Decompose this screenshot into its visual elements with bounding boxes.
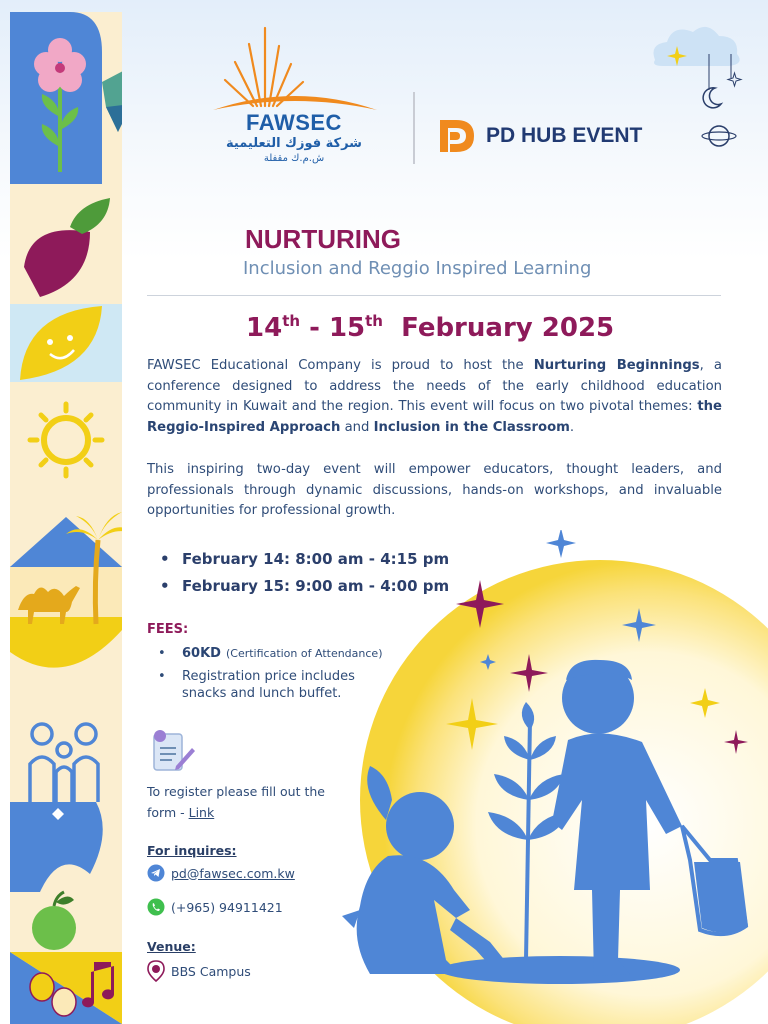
email-row bbox=[147, 864, 295, 882]
pd-hub-logo bbox=[436, 116, 642, 156]
planet-icon bbox=[709, 126, 729, 146]
telegram-icon bbox=[147, 864, 165, 882]
venue-row bbox=[147, 960, 251, 982]
phone-number: (+965) 94911421 bbox=[171, 899, 283, 915]
schedule-item-day1: • February 14: 8:00 am - 4:15 pm bbox=[160, 546, 449, 573]
title-divider bbox=[147, 295, 721, 296]
form-icon bbox=[146, 728, 196, 776]
fee-amount-note: (Certification of Attendance) bbox=[225, 647, 383, 660]
inquiries-label: For inquires: bbox=[147, 843, 237, 858]
event-subtitle: Inclusion and Reggio Inspired Learning bbox=[243, 258, 592, 279]
pd-hub-icon bbox=[436, 116, 478, 156]
children-planting-illustration bbox=[330, 530, 768, 1024]
venue-location: BBS Campus bbox=[171, 963, 251, 979]
fawsec-logo bbox=[205, 26, 395, 176]
decorative-side-strip bbox=[10, 12, 122, 1024]
pd-hub-label: PD HUB EVENT bbox=[486, 124, 643, 147]
phone-row bbox=[147, 898, 283, 916]
register-link[interactable]: Link bbox=[188, 805, 215, 820]
event-title: NURTURING bbox=[245, 224, 401, 254]
event-dates: 14th - 15th February 2025 bbox=[246, 312, 615, 343]
header-divider bbox=[413, 92, 415, 164]
register-instructions: To register please fill out the form - Link bbox=[147, 784, 325, 820]
venue-label: Venue: bbox=[147, 939, 196, 954]
fawsec-arabic-name: شركة فوزك التعليمية bbox=[226, 136, 362, 151]
location-pin-icon bbox=[147, 960, 165, 982]
fees-label: FEES: bbox=[147, 622, 189, 637]
schedule-item-day2: • February 15: 9:00 am - 4:00 pm bbox=[160, 573, 449, 600]
moon-icon bbox=[703, 88, 721, 108]
intro-paragraph: FAWSEC Educational Company is proud to host the Nurturing Beginnings, a conference designed to address the needs of the early childhood education community in Kuwait and the region. This event will focus on two pivotal themes: the Reggio-Inspired Approach and Inclusion in the Classroom. bbox=[147, 358, 722, 435]
fawsec-wordmark: FAWSEC bbox=[246, 110, 342, 135]
fawsec-arabic-tagline: ش.م.ك مقفلة bbox=[263, 153, 325, 164]
fee-note: • Registration price includes snacks and lunch buffet. bbox=[182, 669, 355, 701]
description-paragraph: This inspiring two-day event will empower educators, thought leaders, and professionals through dynamic discussions, hands-on workshops, and invaluable opportunities for professional growth. bbox=[147, 462, 722, 518]
email-link[interactable]: pd@fawsec.com.kw bbox=[171, 865, 295, 881]
whatsapp-icon bbox=[147, 898, 165, 916]
fee-amount: 60KD bbox=[182, 646, 221, 661]
sunburst-icon bbox=[205, 26, 383, 110]
night-sky-decor bbox=[645, 14, 757, 154]
